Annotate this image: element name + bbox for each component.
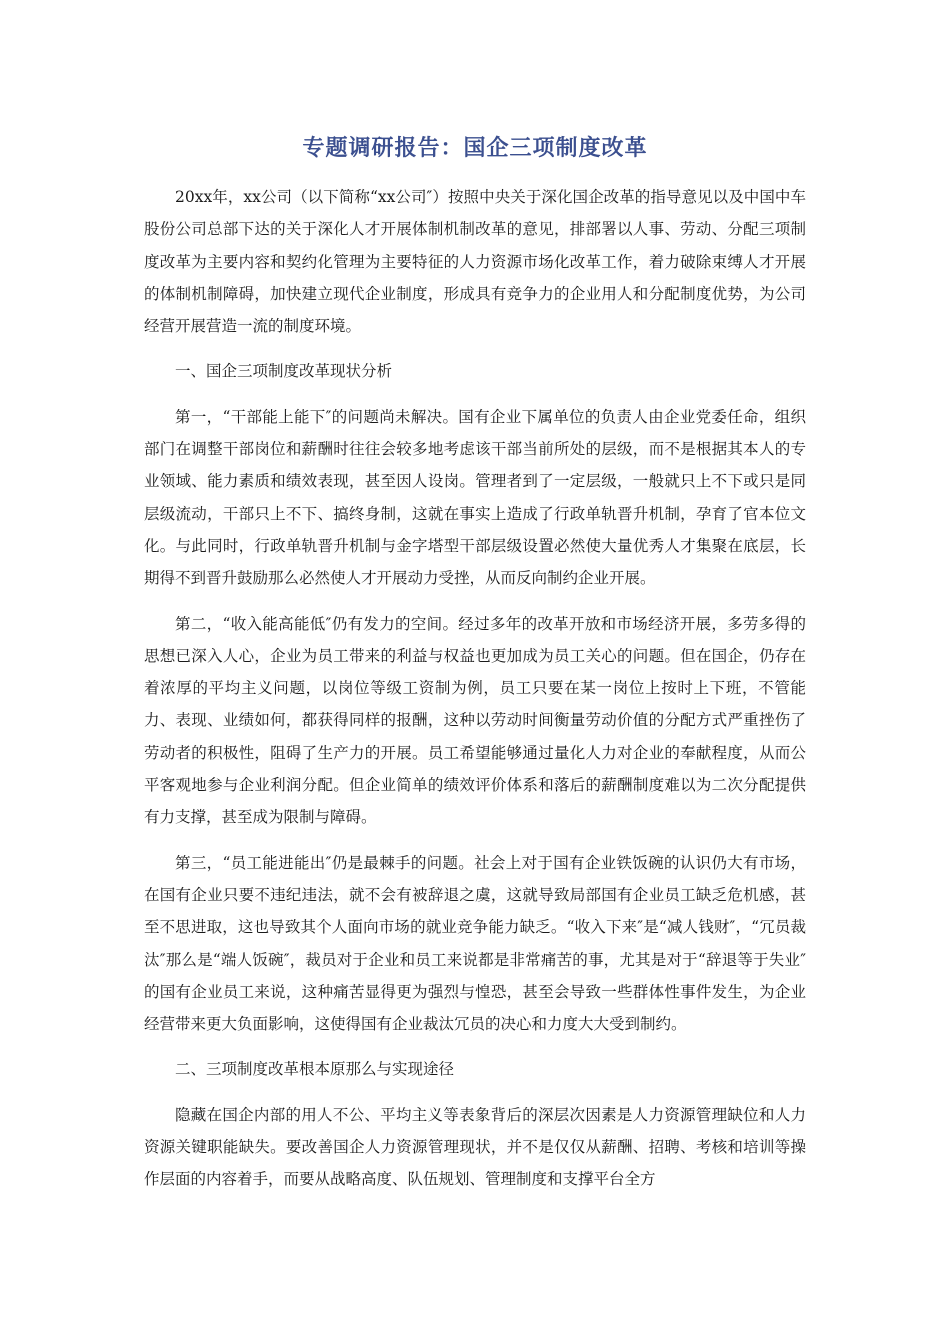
paragraph-1: 第一，“干部能上能下″的问题尚未解决。国有企业下属单位的负责人由企业党委任命，组织部门在调整干部岗位和薪酬时往往会较多地考虑该干部当前所处的层级，而不是根据其本人的专业领域、能力素质和绩效表现，甚至因人设岗。管理者到了一定层级，一般就只上不下或只是同层级流动，干部只上不下、搞终身制，这就在事实上造成了行政单轨晋升机制，孕育了官本位文化。与此同时，行政单轨晋升机制与金字塔型干部层级设置必然使大量优秀人才集聚在底层，长期得不到晋升鼓励那么必然使人才开展动力受挫，从而反向制约企业开展。	[144, 407, 806, 588]
paragraph-3: 第三，“员工能进能出″仍是最棘手的问题。社会上对于国有企业铁饭碗的认识仍大有市场，在国有企业只要不违纪违法，就不会有被辞退之虞，这就导致局部国有企业员工缺乏危机感，甚至不思进取，这也导致其个人面向市场的就业竞争能力缺乏。“收入下来″是“减人钱财″，“冗员裁汰″那么是“端人饭碗″，裁员对于企业和员工来说都是非常痛苦的事，尤其是对于“辞退等于失业″的国有企业员工来说，这种痛苦显得更为强烈与惶恐，甚至会导致一些群体性事件发生，为企业经营带来更大负面影响，这使得国有企业裁汰冗员的决心和力度大大受到制约。	[144, 853, 806, 1034]
intro-paragraph: 20xx年，xx公司（以下简称“xx公司″）按照中央关于深化国企改革的指导意见以及中国中车股份公司总部下达的关于深化人才开展体制机制改革的意见，排部署以人事、劳动、分配三项制度改革为主要内容和契约化管理为主要特征的人力资源市场化改革工作，着力破除束缚人才开展的体制机制障碍，加快建立现代企业制度，形成具有竞争力的企业用人和分配制度优势，为公司经营开展营造一流的制度环境。	[144, 188, 806, 336]
document-body	[144, 181, 806, 1209]
paragraph-4: 隐藏在国企内部的用人不公、平均主义等表象背后的深层次因素是人力资源管理缺位和人力资源关键职能缺失。要改善国企人力资源管理现状，并不是仅仅从薪酬、招聘、考核和培训等操作层面的内容着手，而要从战略高度、队伍规划、管理制度和支撑平台全方	[144, 1105, 806, 1189]
paragraph-2: 第二，“收入能高能低″仍有发力的空间。经过多年的改革开放和市场经济开展，多劳多得的思想已深入人心，企业为员工带来的利益与权益也更加成为员工关心的问题。但在国企，仍存在着浓厚的平均主义问题，以岗位等级工资制为例，员工只要在某一岗位上按时上下班，不管能力、表现、业绩如何，都获得同样的报酬，这种以劳动时间衡量劳动价值的分配方式严重挫伤了劳动者的积极性，阻碍了生产力的开展。员工希望能够通过量化人力对企业的奉献程度，从而公平客观地参与企业利润分配。但企业简单的绩效评价体系和落后的薪酬制度难以为二次分配提供有力支撑，甚至成为限制与障碍。	[144, 614, 806, 827]
document-title: 专题调研报告：国企三项制度改革	[302, 136, 648, 161]
section-2-heading: 二、三项制度改革根本原那么与实现途径	[175, 1060, 455, 1079]
section-1-heading: 一、国企三项制度改革现状分析	[175, 362, 393, 381]
